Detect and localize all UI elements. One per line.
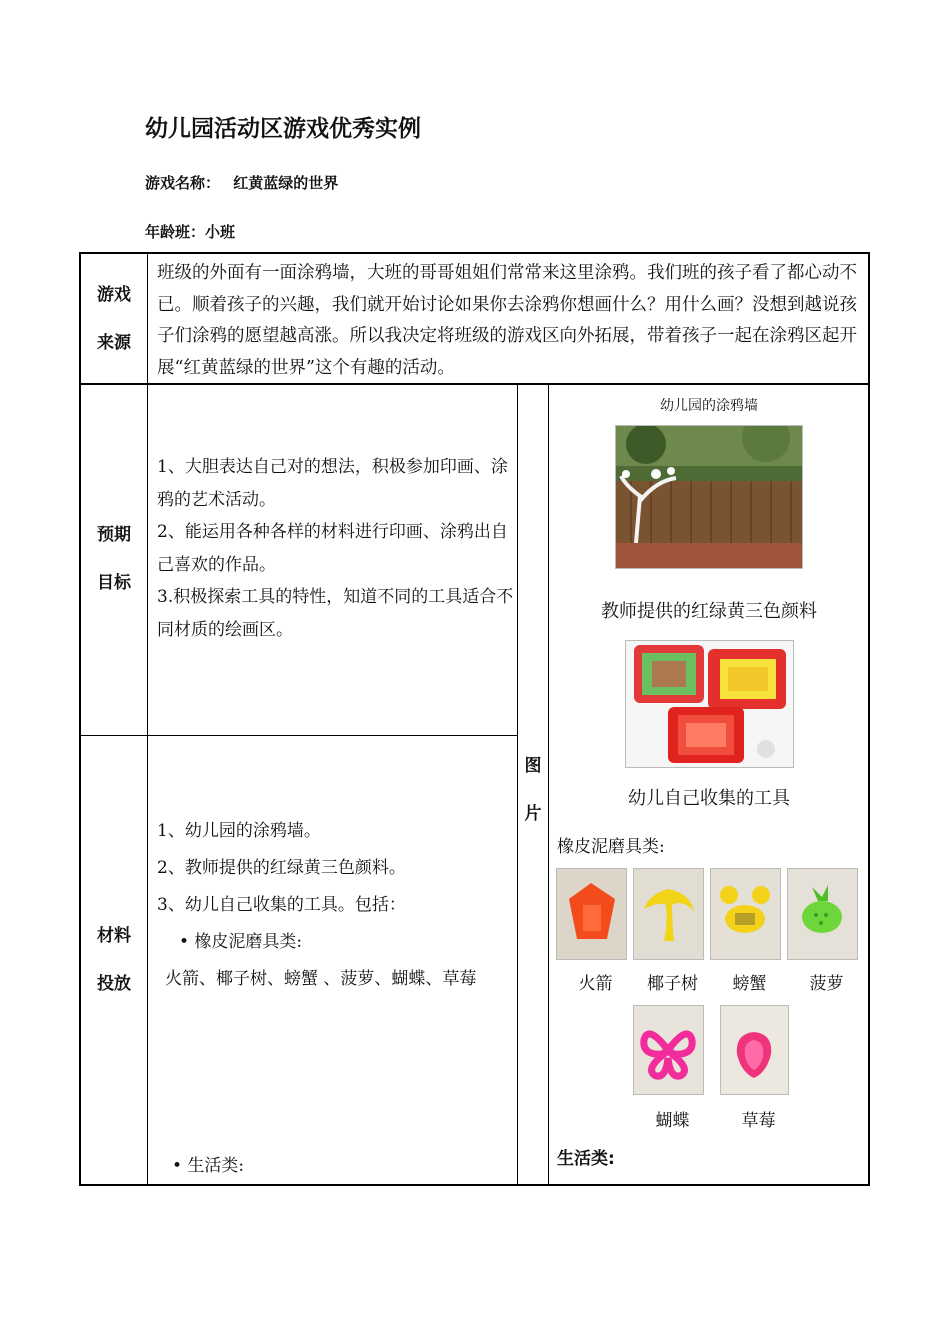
game-name: 红黄蓝绿的世界 — [233, 174, 339, 192]
age-line — [145, 221, 235, 242]
goal-item: 2、能运用各种各样的材料进行印画、涂鸦出自己喜欢的作品。 — [157, 522, 508, 575]
paint-trays-photo — [625, 640, 794, 768]
mold-label-butterfly: 蝴蝶 — [655, 1111, 690, 1131]
page-title: 幼儿园活动区游戏优秀实例 — [145, 116, 421, 142]
mold-label-strawberry: 草莓 — [741, 1111, 776, 1131]
crab-mold-photo — [710, 868, 781, 960]
age-label: 年龄班： — [145, 223, 206, 241]
material-item: 3、幼儿自己收集的工具。包括： — [157, 895, 406, 915]
tools-caption: 幼儿自己收集的工具 — [628, 788, 790, 809]
goals-list — [157, 451, 515, 646]
game-name-label: 游戏名称： — [145, 174, 221, 192]
source-head: 游戏 来源 — [97, 285, 131, 353]
rocket-mold-photo — [556, 868, 627, 960]
coconut-tree-mold-photo — [633, 868, 704, 960]
mold-label-rocket: 火箭 — [578, 974, 613, 994]
butterfly-mold-photo — [633, 1005, 704, 1095]
goals-head: 预期 目标 — [97, 525, 131, 593]
material-item: 2、教师提供的红绿黄三色颜料。 — [157, 858, 406, 878]
age-value: 小班 — [205, 223, 236, 241]
paint-caption: 教师提供的红绿黄三色颜料 — [601, 601, 817, 622]
mold-label-coconut-tree: 椰子树 — [647, 974, 698, 994]
materials-head: 材料 投放 — [97, 926, 131, 994]
pineapple-mold-photo — [787, 868, 858, 960]
mold-label-pineapple: 菠萝 — [809, 974, 844, 994]
mold-category: • 橡皮泥磨具类: — [179, 932, 303, 952]
mold-label-crab: 螃蟹 — [732, 974, 767, 994]
game-name-line — [145, 172, 338, 193]
daily-label: 生活类: — [557, 1149, 615, 1169]
goal-item: 1、大胆表达自己对的想法，积极参加印画、涂鸦的艺术活动。 — [157, 457, 508, 510]
pictures-head: 图 片 — [524, 756, 542, 824]
material-item: 1、幼儿园的涂鸦墙。 — [157, 821, 321, 841]
wall-caption: 幼儿园的涂鸦墙 — [660, 398, 758, 414]
mold-list: 火箭、椰子树、螃蟹 、菠萝、蝴蝶、草莓 — [165, 969, 477, 989]
source-text: 班级的外面有一面涂鸦墙，大班的哥哥姐姐们常常来这里涂鸦。我们班的孩子看了都心动不已。顺着孩子的兴趣，我们就开始讨论如果你去涂鸦你想画什么？用什么画？没想到越说孩子们涂鸦的愿望越高涨。所以我决定将班级的游戏区向外拓展，带着孩子一起在涂鸦区起开展“红黄蓝绿的世界”这个有趣的活动。 — [157, 263, 857, 378]
molds-label: 橡皮泥磨具类: — [557, 837, 665, 857]
strawberry-mold-photo — [720, 1005, 789, 1095]
graffiti-wall-photo — [615, 425, 803, 569]
goal-item: 3.积极探索工具的特性，知道不同的工具适合不同材质的绘画区。 — [157, 587, 514, 640]
daily-category: • 生活类: — [172, 1156, 245, 1176]
materials-list — [157, 813, 515, 998]
